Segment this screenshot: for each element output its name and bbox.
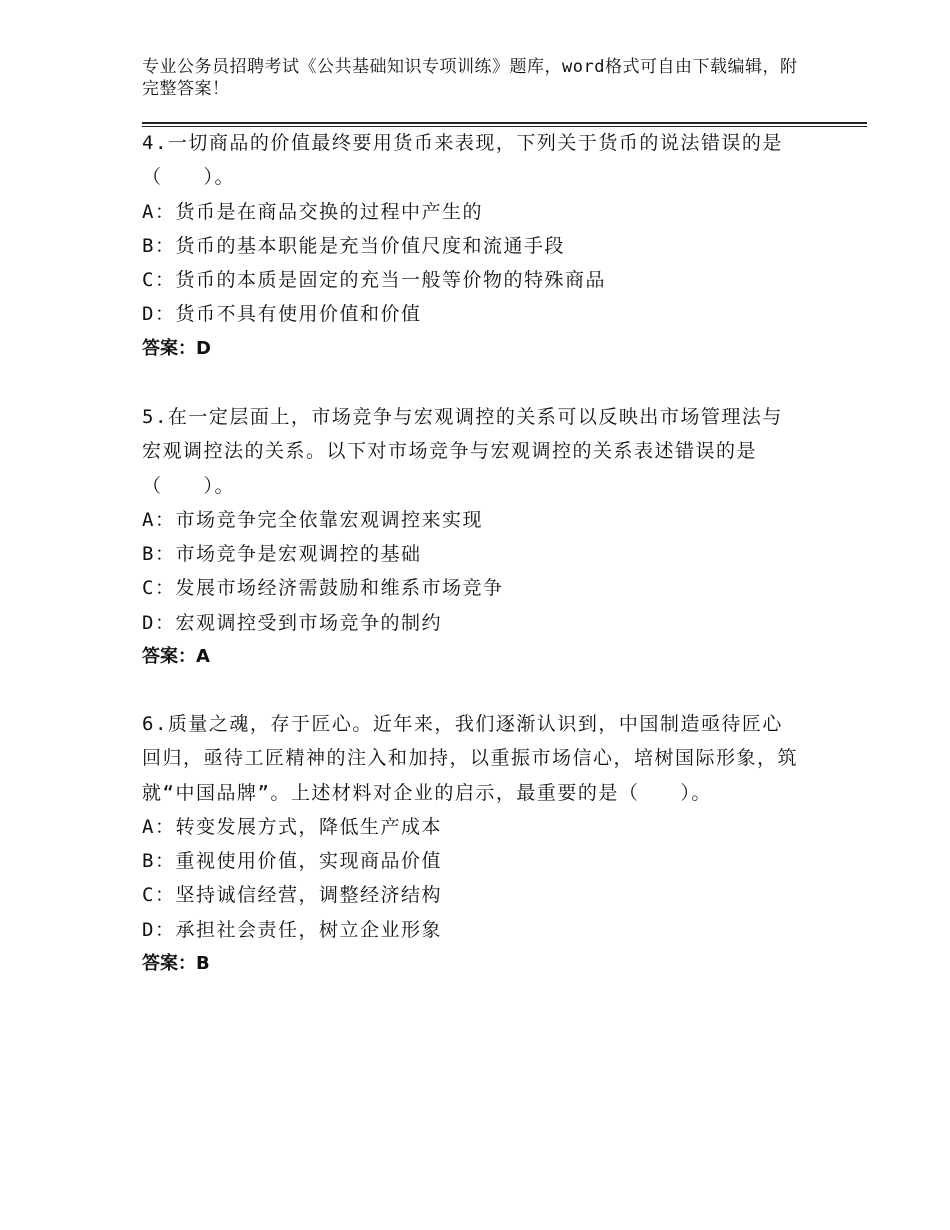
option-a: A：货币是在商品交换的过程中产生的 — [142, 200, 483, 223]
answer-label: 答案：A — [142, 646, 210, 668]
option-c: C：坚持诚信经营，调整经济结构 — [142, 884, 442, 907]
option-b: B：市场竞争是宏观调控的基础 — [142, 543, 422, 566]
question-stem: 5.在一定层面上，市场竞争与宏观调控的关系可以反映出市场管理法与宏观调控法的关系。以下对市场竞争与宏观调控的关系表述错误的是（ ）。 — [142, 406, 783, 497]
option-d: D：货币不具有使用价值和价值 — [142, 303, 422, 326]
option-c: C：货币的本质是固定的充当一般等价物的特殊商品 — [142, 269, 606, 292]
answer-label: 答案：B — [142, 953, 210, 975]
option-b: B：货币的基本职能是充当价值尺度和流通手段 — [142, 234, 565, 257]
question-4 — [142, 126, 802, 366]
option-d: D：宏观调控受到市场竞争的制约 — [142, 611, 442, 634]
option-a: A：转变发展方式，降低生产成本 — [142, 815, 442, 838]
page-header: 专业公务员招聘考试《公共基础知识专项训练》题库，word格式可自由下载编辑，附完整答案！ — [142, 57, 798, 99]
question-stem: 6.质量之魂，存于匠心。近年来，我们逐渐认识到，中国制造亟待匠心回归，亟待工匠精神的注入和加持，以重振市场信心，培树国际形象，筑就“中国品牌”。上述材料对企业的启示，最重要的是（ ）。 — [142, 713, 799, 804]
header-divider-thick — [142, 122, 867, 124]
option-d: D：承担社会责任，树立企业形象 — [142, 918, 442, 941]
question-stem: 4.一切商品的价值最终要用货币来表现，下列关于货币的说法错误的是（ ）。 — [142, 132, 783, 189]
option-c: C：发展市场经济需鼓励和维系市场竞争 — [142, 577, 504, 600]
question-5 — [142, 400, 802, 674]
option-a: A：市场竞争完全依靠宏观调控来实现 — [142, 508, 483, 531]
question-6 — [142, 707, 802, 981]
answer-label: 答案：D — [142, 337, 211, 359]
option-b: B：重视使用价值，实现商品价值 — [142, 850, 442, 873]
